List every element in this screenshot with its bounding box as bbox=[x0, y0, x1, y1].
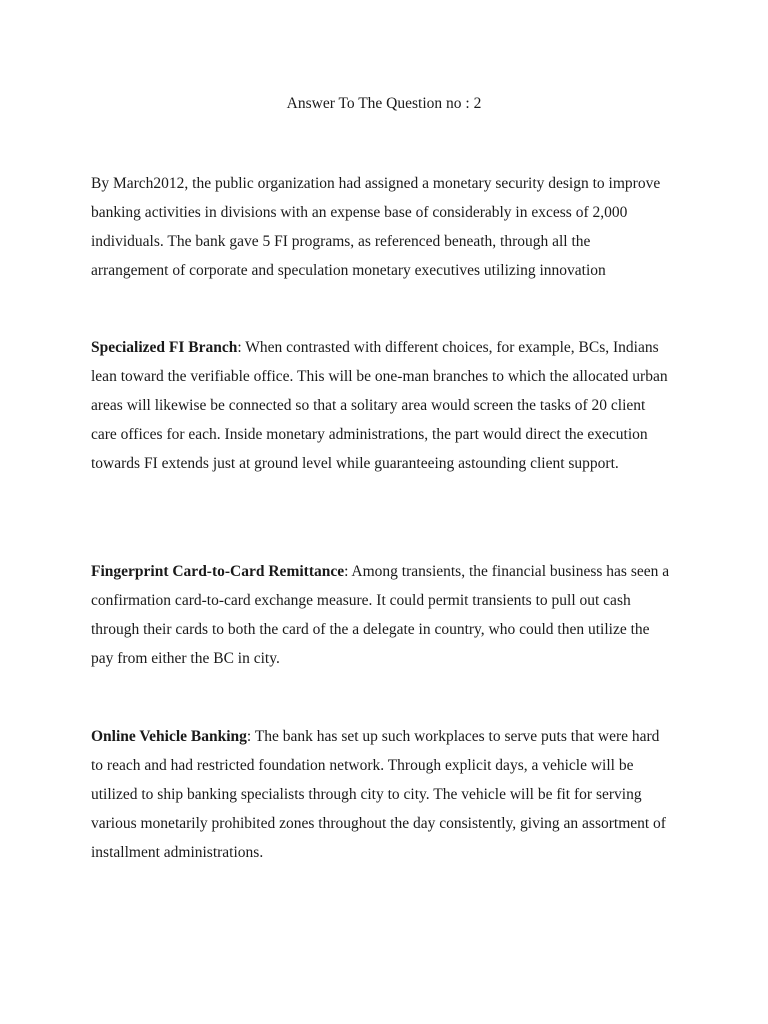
section-text: : The bank has set up such workplaces to serve puts that were hard to reach and had restricted foundation network. Through explicit days, a vehicle will be utilized to ship banking specialists through city to city. The vehicle will be fit for serving various monetarily prohibited zones throughout the day consistently, giving an assortment of installment administrations. bbox=[91, 728, 666, 861]
section-text: : When contrasted with different choices, for example, BCs, Indians lean toward the verifiable office. This will be one-man branches to which the allocated urban areas will likewise be connected so that a solitary area would screen the tasks of 20 client care offices for each. Inside monetary administrations, the part would direct the execution towards FI extends just at ground level while guaranteeing astounding client support. bbox=[91, 339, 668, 472]
section-text: : Among transients, the financial business has seen a confirmation card-to-card exchange measure. It could permit transients to pull out cash through their cards to both the card of the a delegate in country, who could then utilize the pay from either the BC in city. bbox=[91, 563, 670, 667]
section-paragraph-fingerprint-remittance bbox=[91, 557, 671, 673]
section-paragraph-specialized-fi-branch bbox=[91, 333, 671, 478]
section-term: Fingerprint Card-to-Card Remittance bbox=[91, 563, 345, 580]
section-paragraph-online-vehicle-banking bbox=[91, 722, 671, 867]
section-term: Specialized FI Branch bbox=[91, 339, 238, 356]
section-term: Online Vehicle Banking bbox=[91, 728, 247, 745]
document-title: Answer To The Question no : 2 bbox=[286, 95, 482, 112]
intro-paragraph: By March2012, the public organization had assigned a monetary security design to improve banking activities in divisions with an expense base of considerably in excess of 2,000 individuals. The bank gave 5 FI programs, as referenced beneath, through all the arrangement of corporate and speculation monetary executives utilizing innovation bbox=[91, 175, 661, 279]
